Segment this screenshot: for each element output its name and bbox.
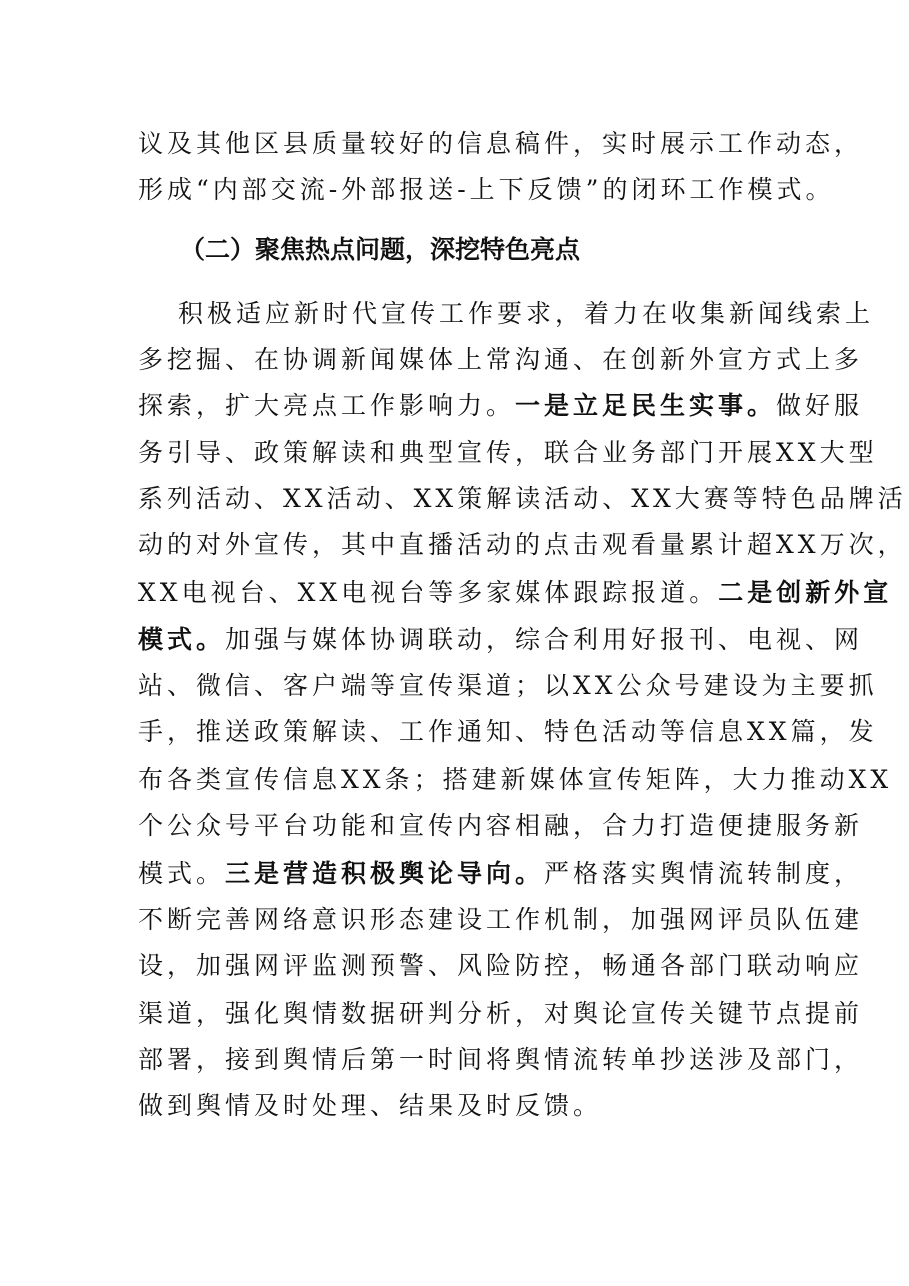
paragraph-line-9: 站、微信、客户端等宣传渠道；以XX公众号建设为主要抓 xyxy=(138,671,878,700)
paragraph-line-8 xyxy=(138,620,864,660)
paragraph-line-17: 部署，接到舆情后第一时间将舆情流转单抄送涉及部门， xyxy=(138,1045,864,1074)
paragraph-line-5: 系列活动、XX活动、XX策解读活动、XX大赛等特色品牌活 xyxy=(138,484,907,513)
paragraph-line-13 xyxy=(138,854,864,894)
paragraph-line-3 xyxy=(138,386,864,426)
text-run: 探索，扩大亮点工作影响力。 xyxy=(138,391,516,420)
paragraph-line-15: 设，加强网评监测预警、风险防控，畅通各部门联动响应 xyxy=(138,951,864,980)
section-heading: （二）聚焦热点问题，深挖特色亮点 xyxy=(180,235,581,264)
text-run: 模式。 xyxy=(138,859,226,888)
text-run: XX电视台、XX电视台等多家媒体跟踪报道。 xyxy=(138,578,719,607)
text-run: 严格落实舆情流转制度， xyxy=(544,859,864,888)
paragraph-line-14: 不断完善网络意识形态建设工作机制，加强网评员队伍建 xyxy=(138,905,864,934)
text-line-1: 议及其他区县质量较好的信息稿件，实时展示工作动态， xyxy=(138,129,864,158)
text-run: 做好服 xyxy=(776,391,864,420)
paragraph-line-11: 布各类宣传信息XX条；搭建新媒体宣传矩阵，大力推动XX xyxy=(138,765,893,794)
paragraph-line-10: 手，推送政策解读、工作通知、特色活动等信息XX篇，发 xyxy=(138,717,878,746)
paragraph-line-16: 渠道，强化舆情数据研判分析，对舆论宣传关键节点提前 xyxy=(138,999,864,1028)
paragraph-line-4: 务引导、政策解读和典型宣传，联合业务部门开展XX大型 xyxy=(138,438,878,467)
paragraph-line-1: 积极适应新时代宣传工作要求，着力在收集新闻线索上 xyxy=(178,299,875,328)
bold-lead-3: 三是营造积极舆论导向。 xyxy=(225,859,545,888)
paragraph-line-6: 动的对外宣传，其中直播活动的点击观看量累计超XX万次， xyxy=(138,530,907,559)
text-line-2: 形成“内部交流-外部报送-上下反馈”的闭环工作模式。 xyxy=(138,175,835,204)
bold-lead-2-tail: 模式。 xyxy=(138,625,226,654)
paragraph-line-18: 做到舆情及时处理、结果及时反馈。 xyxy=(138,1091,603,1120)
paragraph-line-2: 多挖掘、在协调新闻媒体上常沟通、在创新外宣方式上多 xyxy=(138,345,864,374)
bold-lead-2: 二是创新外宣 xyxy=(718,578,893,607)
paragraph-line-12: 个公众号平台功能和宣传内容相融，合力打造便捷服务新 xyxy=(138,811,864,840)
text-run: 加强与媒体协调联动，综合利用好报刊、电视、网 xyxy=(225,625,864,654)
paragraph-line-7 xyxy=(138,573,893,613)
bold-lead-1: 一是立足民生实事。 xyxy=(515,391,777,420)
